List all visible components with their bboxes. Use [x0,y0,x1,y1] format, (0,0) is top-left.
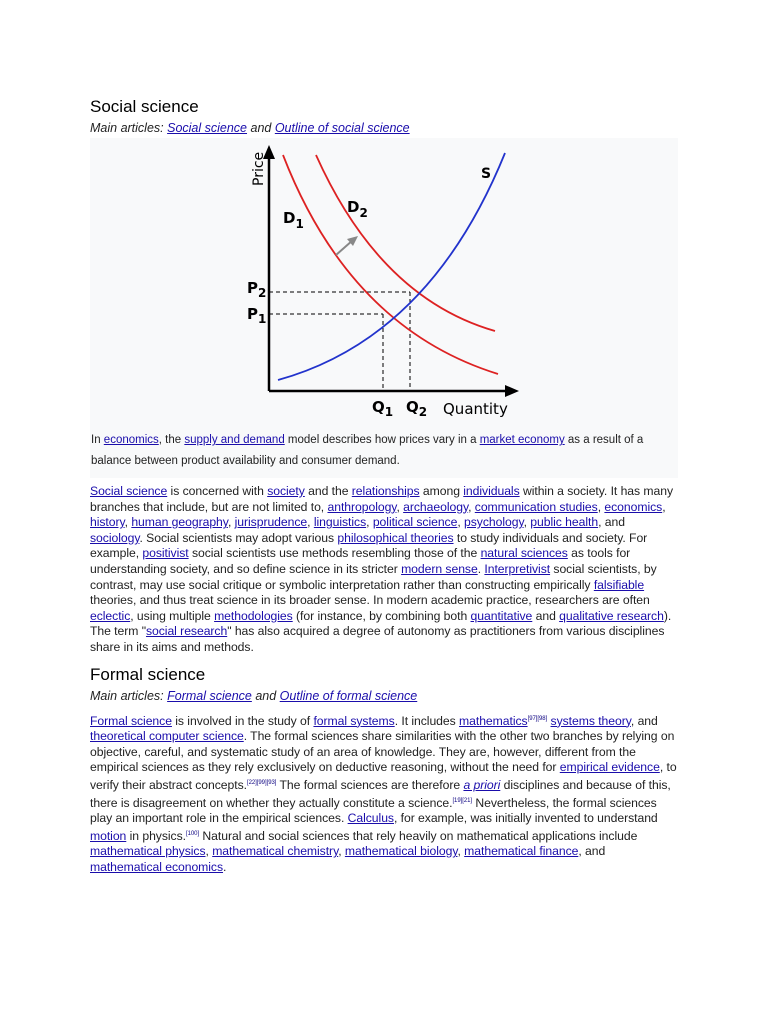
text-run: theories, and thus treat science in its broader sense. In modern academic practice, researchers are often [90,593,650,608]
y-axis-label: Price [251,151,267,186]
text-run: , [307,515,314,530]
x-axis-arrowhead [505,385,519,397]
text-run: , [597,499,605,514]
link-natural-sciences[interactable]: natural sciences [480,546,568,561]
link-linguistics[interactable]: linguistics [313,515,367,530]
text-run: is involved in the study of [171,713,314,728]
link-methodologies[interactable]: methodologies [214,608,293,623]
link-positivist[interactable]: positivist [142,546,189,561]
text-run: , [523,515,531,530]
link-psychology[interactable]: psychology [464,515,524,530]
link-human-geography[interactable]: human geography [131,515,228,530]
link-empirical-evidence[interactable]: empirical evidence [559,760,660,775]
text-run: , [457,515,465,530]
text-run: , to verify their abstract concepts. [90,760,677,792]
hatnote-formal: Main articles: Formal science and Outline of formal science [90,688,418,703]
supply-label: S [481,166,492,182]
link-economics[interactable]: economics [604,499,663,514]
text-run: ). The term " [90,608,672,639]
text-run: , for example, was initially invented to understand [393,811,658,826]
q2-label: $Q_2$ [406,398,428,419]
citation-reference[interactable]: [100] [185,830,200,837]
p2-label: $P_2$ [247,279,267,300]
text-run: , and [630,713,658,728]
link-qualitative-research[interactable]: qualitative research [559,608,664,623]
text-run: Natural and social sciences that rely heavily on mathematical applications include [199,828,638,843]
text-run: and [532,608,560,623]
text-run: as tools for understanding society, and so define science in its stricter [90,546,631,576]
q1-label: $Q_1$ [372,398,394,419]
citation-reference[interactable]: [97][98] [527,715,548,722]
text-run: . The formal sciences share similarities with the other two branches by relying on objective, careful, and systematic study of an area of knowledge. They are, however, different from the empirical sciences as they rely exclusively on deductive reasoning, without the need for [90,729,675,775]
supply-demand-figure [90,138,678,478]
link-mathematical-economics[interactable]: mathematical economics [90,859,224,874]
text-run: . [477,561,485,576]
link-theoretical-computer-science[interactable]: theoretical computer science [90,729,244,744]
link-mathematical-biology[interactable]: mathematical biology [344,844,458,859]
link-social-research[interactable]: social research [145,624,228,639]
demand-curve-d2 [316,155,495,331]
link-communication-studies[interactable]: communication studies [474,499,598,514]
text-run: , [457,844,465,859]
text-run: social scientists use methods resembling those of the [188,546,481,561]
section-heading-formal-science: Formal science [90,664,206,684]
link-systems-theory[interactable]: systems theory [550,713,631,728]
text-run: is concerned with [167,484,268,498]
link-formal-systems[interactable]: formal systems [313,713,395,728]
link-society[interactable]: society [267,484,305,498]
link-outline-of-social-science[interactable]: Outline of social science [274,121,410,135]
d1-label: $D_1$ [283,209,304,231]
link-outline-of-formal-science[interactable]: Outline of formal science [279,688,418,703]
article-content [90,96,680,875]
text-run: social scientists, by contrast, may use social critique or symbolic interpretation rather than constructing empirically [90,561,657,592]
link-mathematical-finance[interactable]: mathematical finance [464,844,579,859]
text-run: , and [598,515,625,530]
text-run: " has also acquired a degree of autonomy as practitioners from various disciplines share in its aims and methods. [90,624,665,654]
link-modern-sense[interactable]: modern sense [401,561,478,576]
formal-science-paragraph [90,712,680,876]
text-run: . [223,859,227,874]
link-relationships[interactable]: relationships [351,484,420,498]
text-run: , [662,499,666,514]
text-run: and the [304,484,352,498]
x-axis-label: Quantity [443,400,508,418]
link-sociology[interactable]: sociology [90,530,140,545]
link-interpretivist[interactable]: Interpretivist [484,561,551,576]
figure-caption: In economics, the supply and demand model describes how prices vary in a market economy as a result of a balance between product availability and consumer demand. [91,434,644,467]
link-falsifiable[interactable]: falsifiable [593,577,645,592]
text-run: , [468,499,475,514]
text-run: (for instance, by combining both [292,608,471,623]
text-run: , [227,515,235,530]
link-supply-and-demand[interactable]: supply and demand [184,434,285,446]
link-archaeology[interactable]: archaeology [403,499,469,514]
link-eclectic[interactable]: eclectic [90,608,131,623]
link-jurisprudence[interactable]: jurisprudence [234,515,308,530]
supply-curve [278,153,505,380]
citation-reference[interactable]: [22][99][93] [246,779,277,786]
link-anthropology[interactable]: anthropology [327,499,397,514]
text-run: , [338,844,345,859]
text-run: within a society. It has many branches that include, but are not limited to, [90,484,674,514]
text-run: Nevertheless, the formal sciences play an important role in the empirical sciences. [90,795,657,826]
p1-label: $P_1$ [247,305,267,326]
text-run: , using multiple [130,608,215,623]
link-political-science[interactable]: political science [372,515,458,530]
link-market-economy[interactable]: market economy [479,434,565,446]
supply-demand-diagram [90,138,678,428]
text-run: , [205,844,213,859]
citation-reference[interactable]: [19][21] [452,797,473,804]
link-calculus[interactable]: Calculus [347,811,394,826]
link-quantitative[interactable]: quantitative [470,608,533,623]
link-a-priori[interactable]: a priori [463,777,501,792]
text-run: . Social scientists may adopt various [139,530,338,545]
text-run: in physics. [126,828,186,843]
link-mathematical-physics[interactable]: mathematical physics [90,844,206,859]
link-individuals[interactable]: individuals [463,484,520,498]
text-run: , [366,515,373,530]
text-run: to study individuals and society. For example, [90,530,648,561]
social-science-paragraph [90,484,680,656]
link-public-health[interactable]: public health [530,515,599,530]
link-motion[interactable]: motion [90,828,127,843]
text-run: , and [578,844,606,859]
d2-label: $D_2$ [347,198,368,220]
link-social-science[interactable]: Social science [167,121,248,135]
text-run: The formal sciences are therefore [276,777,464,792]
section-heading-social-science: Social science [90,97,199,116]
text-run: , [124,515,132,530]
link-formal-science[interactable]: Formal science [167,688,252,703]
link-formal-science[interactable]: Formal science [90,713,172,728]
hatnote-social: Main articles: Social science and Outline of social science [90,121,410,135]
demand-curve-d1 [283,155,498,374]
link-philosophical-theories[interactable]: philosophical theories [337,530,454,545]
text-run: , [396,499,404,514]
text-run: among [419,484,464,498]
link-economics[interactable]: economics [103,434,159,446]
link-history[interactable]: history [90,515,125,530]
link-mathematics[interactable]: mathematics [459,713,528,728]
link-mathematical-chemistry[interactable]: mathematical chemistry [212,844,339,859]
text-run: disciplines and because of this, there is disagreement on whether they actually constitute a science. [90,777,671,810]
text-run: . It includes [394,713,460,728]
link-social-science[interactable]: Social science [90,484,168,498]
